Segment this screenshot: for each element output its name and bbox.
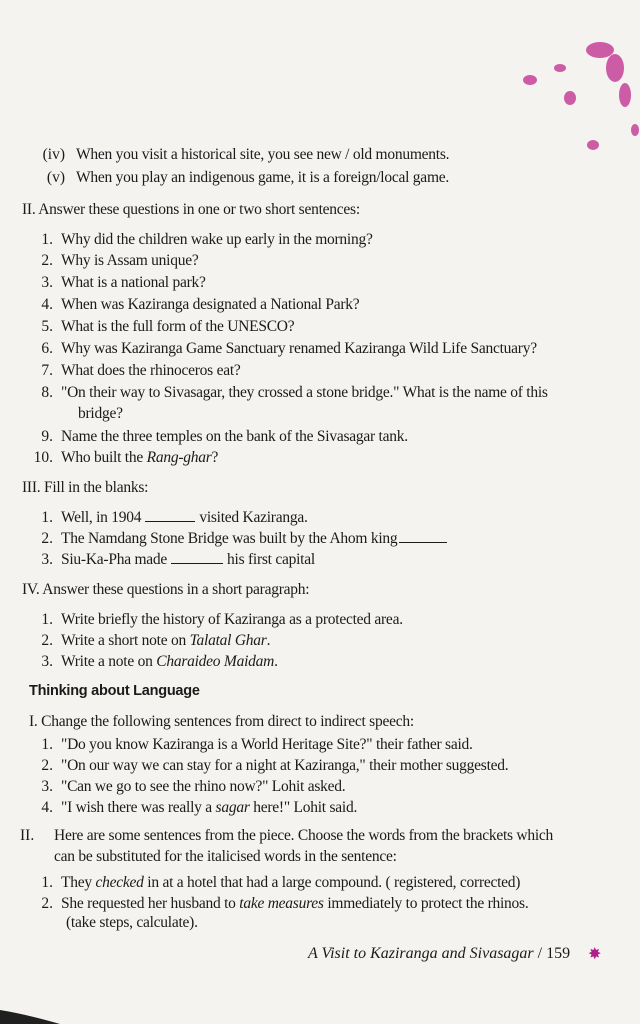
section-ii-heading: II. Answer these questions in one or two short sentences: [22,201,360,218]
question-text: Write a short note on Talatal Ghar. [61,632,271,649]
item-number: 10. [33,449,53,466]
item-number: 1. [41,611,53,628]
item-number: 7. [41,362,53,379]
language-section-title: Thinking about Language [29,683,200,699]
item-number: 2. [41,530,53,547]
question-text: What does the rhinoceros eat? [61,362,241,379]
item-number: 2. [41,252,53,269]
question-text: Who built the Rang-ghar? [61,449,219,466]
item-number: 1. [41,874,53,891]
language-part-i-heading: I. Change the following sentences from direct to indirect speech: [29,713,414,730]
question-text: Name the three temples on the bank of the Sivasagar tank. [61,428,408,445]
question-text: Why is Assam unique? [61,252,199,269]
item-number: 3. [41,274,53,291]
chapter-title: A Visit to Kaziranga and Sivasagar [308,945,534,962]
blank-line [399,530,447,543]
item-number: 3. [41,551,53,568]
page-footer [308,945,570,963]
item-label: (v) [46,169,65,186]
item-number: 8. [41,384,53,401]
blank-line [145,509,195,522]
item-number: 3. [41,778,53,795]
question-text: Why was Kaziranga Game Sanctuary renamed Kaziranga Wild Life Sanctuary? [61,340,537,357]
item-number: 1. [41,509,53,526]
part-ii-heading: Here are some sentences from the piece. Choose the words from the brackets which [54,827,554,844]
item-number: 4. [41,799,53,816]
item-text: When you visit a historical site, you see new / old monuments. [76,146,450,163]
footer-separator: / [533,945,547,962]
question-text: When was Kaziranga designated a National Park? [61,296,360,313]
item-number: 9. [41,428,53,445]
question-text-continuation: bridge? [78,405,123,422]
flower-ornament-icon: ✸ [588,946,602,963]
section-iv-heading: IV. Answer these questions in a short paragraph: [22,581,310,598]
page-edge-shadow [0,1000,60,1024]
ink-stain-decoration [505,20,640,160]
item-number: 4. [41,296,53,313]
item-number: 1. [41,231,53,248]
fill-blank-text: Siu-Ka-Pha made his first capital [61,551,315,568]
sentence-text: She requested her husband to take measures immediately to protect the rhinos. [61,895,529,912]
item-text: When you play an indigenous game, it is a foreign/local game. [76,169,449,186]
item-number: 3. [41,653,53,670]
sentence-text: They checked in at a hotel that had a large compound. ( registered, corrected) [61,874,521,891]
item-number: 5. [41,318,53,335]
item-number: 2. [41,632,53,649]
item-number: 6. [41,340,53,357]
sentence-text: "I wish there was really a sagar here!" Lohit said. [61,799,358,816]
question-text: What is the full form of the UNESCO? [61,318,295,335]
question-text: "On their way to Sivasagar, they crossed a stone bridge." What is the name of this [61,384,548,401]
part-ii-heading-continuation: can be substituted for the italicised words in the sentence: [54,848,397,865]
item-number: 1. [41,736,53,753]
question-text: Why did the children wake up early in the morning? [61,231,373,248]
fill-blank-text: The Namdang Stone Bridge was built by the Ahom king [61,529,447,548]
blank-line [171,551,223,564]
page-number: 159 [546,945,571,962]
item-number: 2. [41,895,53,912]
sentence-text: "Do you know Kaziranga is a World Heritage Site?" their father said. [61,736,473,753]
question-text: What is a national park? [61,274,206,291]
item-number: 2. [41,757,53,774]
part-ii-label: II. [20,827,35,844]
fill-blank-text: Well, in 1904 visited Kaziranga. [61,509,308,526]
section-iii-heading: III. Fill in the blanks: [22,479,149,496]
question-text: Write briefly the history of Kaziranga as a protected area. [61,611,403,628]
sentence-text: "Can we go to see the rhino now?" Lohit asked. [61,778,346,795]
sentence-text: "On our way we can stay for a night at Kaziranga," their mother suggested. [61,757,509,774]
item-label: (iv) [42,146,65,163]
question-text: Write a note on Charaideo Maidam. [61,653,278,670]
sentence-text-continuation: (take steps, calculate). [66,914,198,931]
